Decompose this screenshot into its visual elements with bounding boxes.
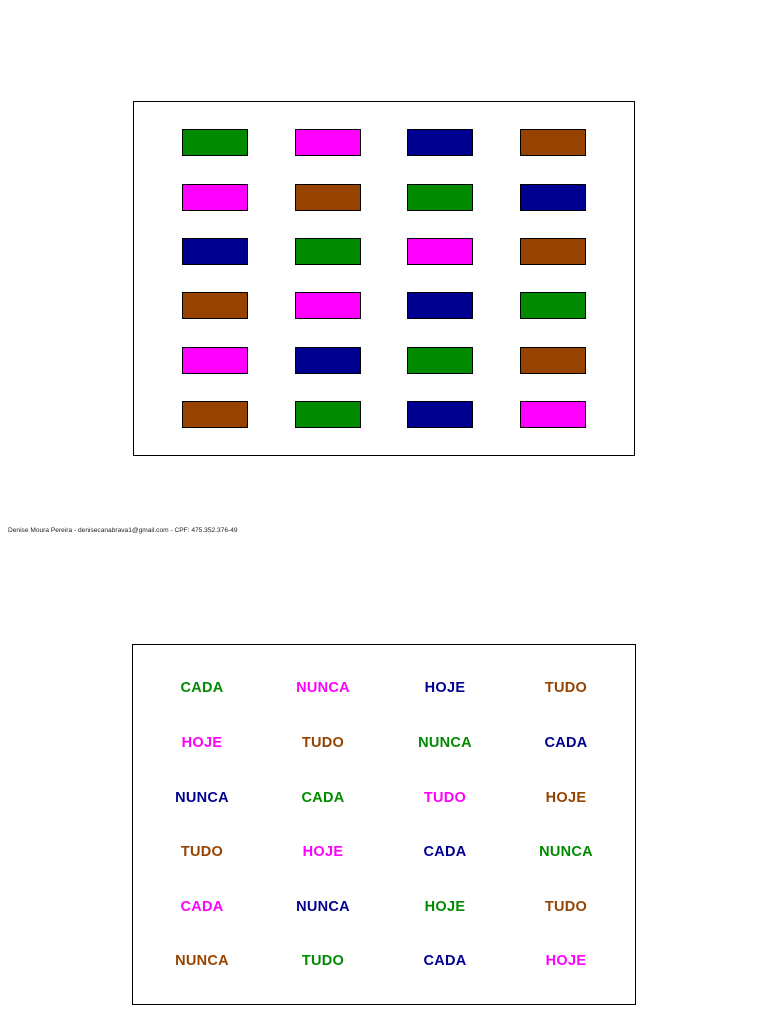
color-swatch-navy	[407, 292, 473, 319]
color-swatch-brown	[520, 238, 586, 265]
color-swatch-magenta	[182, 347, 248, 374]
color-word: CADA	[180, 680, 224, 696]
color-word: TUDO	[180, 844, 224, 860]
color-word: TUDO	[544, 680, 588, 696]
color-swatch-green	[520, 292, 586, 319]
color-word: CADA	[544, 735, 588, 751]
color-swatch-magenta	[520, 401, 586, 428]
color-swatch-green	[295, 401, 361, 428]
color-swatch-magenta	[295, 292, 361, 319]
color-word: HOJE	[545, 953, 587, 969]
color-swatch-brown	[520, 347, 586, 374]
color-word: TUDO	[544, 899, 588, 915]
footer-credit: Denise Moura Pereira - denisecanabrava1@gmail.com - CPF: 475.352.376-49	[8, 527, 238, 534]
color-word: CADA	[423, 953, 467, 969]
color-word-panel	[132, 644, 636, 1005]
color-swatch-brown	[182, 401, 248, 428]
color-word: NUNCA	[539, 844, 593, 860]
color-word: TUDO	[301, 735, 345, 751]
color-word: CADA	[301, 790, 345, 806]
color-word: NUNCA	[175, 953, 229, 969]
color-swatch-green	[182, 129, 248, 156]
color-swatch-navy	[407, 129, 473, 156]
color-swatch-brown	[520, 129, 586, 156]
color-swatch-navy	[520, 184, 586, 211]
color-word: TUDO	[423, 790, 467, 806]
color-word: CADA	[180, 899, 224, 915]
color-word: HOJE	[302, 844, 344, 860]
color-swatch-magenta	[295, 129, 361, 156]
color-swatch-magenta	[182, 184, 248, 211]
color-word: HOJE	[424, 899, 466, 915]
color-word: NUNCA	[296, 899, 350, 915]
color-swatch-green	[407, 184, 473, 211]
color-word: CADA	[423, 844, 467, 860]
color-word: HOJE	[181, 735, 223, 751]
color-swatch-panel	[133, 101, 635, 456]
color-swatch-navy	[407, 401, 473, 428]
color-swatch-brown	[295, 184, 361, 211]
color-swatch-brown	[182, 292, 248, 319]
color-swatch-green	[295, 238, 361, 265]
color-swatch-navy	[295, 347, 361, 374]
color-word: HOJE	[545, 790, 587, 806]
color-swatch-navy	[182, 238, 248, 265]
color-swatch-green	[407, 347, 473, 374]
color-word: NUNCA	[418, 735, 472, 751]
color-swatch-magenta	[407, 238, 473, 265]
color-word: TUDO	[301, 953, 345, 969]
color-word: NUNCA	[175, 790, 229, 806]
color-word: NUNCA	[296, 680, 350, 696]
color-word: HOJE	[424, 680, 466, 696]
